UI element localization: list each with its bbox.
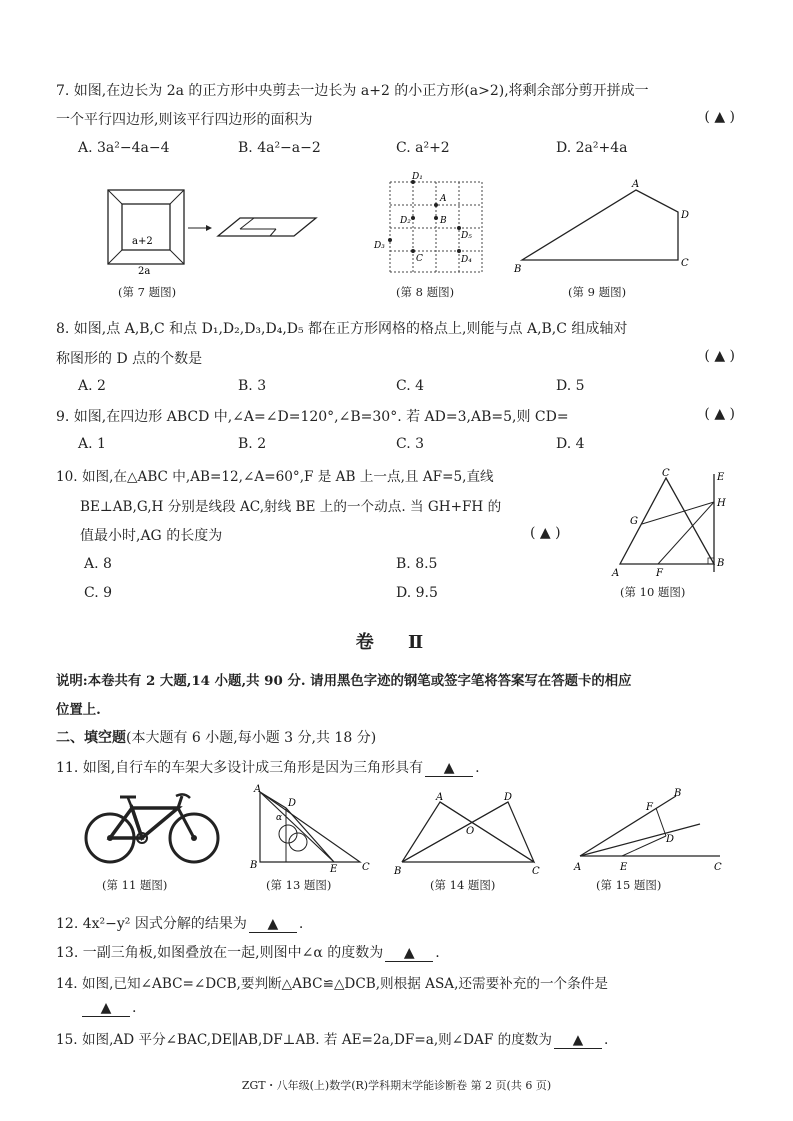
q9-option-b: B. 2 (238, 436, 267, 452)
fig9-label-a: A (632, 179, 640, 190)
fig13-label-b: B (250, 860, 258, 871)
q9-option-a: A. 1 (78, 436, 106, 452)
q10-option-c: C. 9 (84, 585, 113, 601)
q9-answer: ( ▲ ) (704, 406, 735, 422)
q8-option-a: A. 2 (78, 378, 106, 394)
q12-end: . (298, 916, 304, 932)
fig7-caption: (第 7 题图) (118, 285, 177, 299)
fig10-label-e: E (717, 472, 725, 483)
fig8-label-b: B (440, 216, 447, 226)
q7-option-a: A. 3a²−4a−4 (78, 140, 170, 156)
q7-option-b: B. 4a²−a−2 (238, 140, 321, 156)
fig14-label-b: B (394, 866, 402, 876)
fig8-label-d4: D₄ (461, 255, 472, 265)
q8-line2: 称图形的 D 点的个数是 (56, 351, 203, 367)
q14-blank: ▲ (82, 1000, 130, 1017)
fig9-label-b: B (514, 264, 522, 275)
fig13-label-d: D (288, 798, 297, 809)
q14-end: . (132, 1000, 137, 1016)
fig15-label-b: B (674, 788, 682, 799)
fig9-caption: (第 9 题图) (568, 285, 627, 299)
q10-line2: BE⊥AB,G,H 分别是线段 AC,射线 BE 上的一个动点. 当 GH+FH 的 (80, 499, 502, 515)
q7-option-d: D. 2a²+4a (556, 140, 628, 156)
q11 (56, 757, 480, 777)
fig10-caption: (第 10 题图) (620, 585, 686, 599)
q10-line1: 10. 如图,在△ABC 中,AB=12,∠A=60°,F 是 AB 上一点,且 AF=5,直线 (56, 469, 494, 485)
q10-option-d: D. 9.5 (396, 585, 438, 601)
fig8-label-d2: D₂ (400, 216, 411, 226)
q11-text: 11. 如图,自行车的车架大多设计成三角形是因为三角形具有 (56, 760, 424, 776)
fig13-label-e: E (330, 864, 338, 874)
q8-option-b: B. 3 (238, 378, 267, 394)
fig15-caption: (第 15 题图) (596, 878, 662, 892)
fig13-label-c: C (362, 862, 370, 873)
fig15-label-c: C (714, 862, 722, 873)
q10-line3: 值最小时,AG 的长度为 (80, 528, 223, 544)
q13-text: 13. 一副三角板,如图叠放在一起,则图中∠α 的度数为 (56, 945, 384, 961)
fig13-caption: (第 13 题图) (266, 878, 332, 892)
fig8-label-d5: D₅ (461, 231, 472, 241)
fig13-label-alpha: α (276, 813, 283, 823)
figure-13 (246, 784, 376, 874)
q13-blank: ▲ (385, 945, 433, 962)
fig8-label-c: C (416, 254, 423, 264)
q11-blank: ▲ (425, 760, 473, 777)
figure-8 (370, 168, 490, 278)
fig10-label-c: C (662, 468, 670, 479)
section-note-line1: 说明:本卷共有 2 大题,14 小题,共 90 分. 请用黑色字迹的钢笔或签字笔将答案写在答题卡的相应 (56, 673, 632, 689)
q12 (56, 913, 303, 933)
q8-option-d: D. 5 (556, 378, 585, 394)
q15-text: 15. 如图,AD 平分∠BAC,DE∥AB,DF⊥AB. 若 AE=2a,DF=a,则∠DAF 的度数为 (56, 1032, 552, 1048)
q10-option-b: B. 8.5 (396, 556, 438, 572)
figure-14 (392, 790, 552, 876)
section-note-line2: 位置上. (56, 702, 101, 718)
part-heading (56, 727, 376, 747)
q8-option-c: C. 4 (396, 378, 425, 394)
q11-end: . (475, 760, 480, 776)
q8-line1: 8. 如图,点 A,B,C 和点 D₁,D₂,D₃,D₄,D₅ 都在正方形网格的格点上,则能与点 A,B,C 组成轴对 (56, 321, 628, 337)
q12-text: 12. 4x²−y² 因式分解的结果为 (56, 916, 247, 932)
part-heading-detail: (本大题有 6 小题,每小题 3 分,共 18 分) (126, 730, 377, 746)
fig8-caption: (第 8 题图) (396, 285, 455, 299)
q10-option-a: A. 8 (84, 556, 112, 572)
section-title: 卷 Ⅱ (355, 632, 438, 653)
fig14-label-d: D (504, 792, 513, 803)
figure-10 (606, 468, 746, 580)
figure-15 (570, 784, 730, 876)
fig10-label-g: G (630, 516, 638, 527)
q7-option-c: C. a²+2 (396, 140, 450, 156)
fig8-label-a: A (440, 194, 447, 204)
fig10-label-f: F (656, 568, 663, 579)
q9-line1: 9. 如图,在四边形 ABCD 中,∠A=∠D=120°,∠B=30°. 若 AD=3,AB=5,则 CD= (56, 409, 569, 425)
q7-line2: 一个平行四边形,则该平行四边形的面积为 (56, 112, 313, 128)
q7-line1: 7. 如图,在边长为 2a 的正方形中央剪去一边长为 a+2 的小正方形(a>2),将剩余部分剪开拼成一 (56, 83, 649, 99)
fig8-label-d3: D₃ (374, 241, 385, 251)
q9-option-c: C. 3 (396, 436, 425, 452)
q13 (56, 942, 440, 962)
q15-end: . (604, 1032, 609, 1048)
fig11-caption: (第 11 题图) (102, 878, 168, 892)
q7-answer: ( ▲ ) (704, 109, 735, 125)
page-footer: ZGT・八年级(上)数学(R)学科期末学能诊断卷 第 2 页(共 6 页) (241, 1079, 552, 1092)
fig15-label-d: D (666, 834, 675, 845)
fig10-label-b: B (717, 558, 725, 569)
figure-11-bicycle (80, 788, 225, 868)
q13-end: . (435, 945, 440, 961)
part-heading-label: 二、填空题 (56, 730, 126, 746)
fig15-label-e: E (620, 862, 628, 873)
q14-line2 (80, 1000, 136, 1017)
fig15-label-a: A (574, 862, 582, 873)
fig9-label-c: C (681, 258, 689, 269)
figure-9 (510, 176, 700, 276)
figure-7 (100, 180, 320, 280)
fig7-inner-label: a+2 (132, 236, 153, 247)
q14-line1: 14. 如图,已知∠ABC=∠DCB,要判断△ABC≌△DCB,则根据 ASA,还需要补充的一个条件是 (56, 976, 608, 992)
q8-answer: ( ▲ ) (704, 348, 735, 364)
fig14-label-c: C (532, 866, 540, 876)
q9-option-d: D. 4 (556, 436, 585, 452)
fig9-label-d: D (681, 210, 690, 221)
fig10-label-h: H (717, 498, 726, 509)
fig14-label-a: A (436, 792, 444, 803)
fig15-label-f: F (646, 802, 653, 813)
fig7-outer-label: 2a (138, 266, 151, 277)
q15 (56, 1028, 608, 1049)
q10-answer: ( ▲ ) (530, 525, 561, 541)
q12-blank: ▲ (249, 916, 297, 933)
fig14-caption: (第 14 题图) (430, 878, 496, 892)
fig13-label-a: A (254, 784, 262, 795)
fig8-label-d1: D₁ (412, 172, 423, 182)
fig14-label-o: O (466, 826, 475, 837)
fig10-label-a: A (612, 568, 620, 579)
q15-blank: ▲ (554, 1032, 602, 1049)
